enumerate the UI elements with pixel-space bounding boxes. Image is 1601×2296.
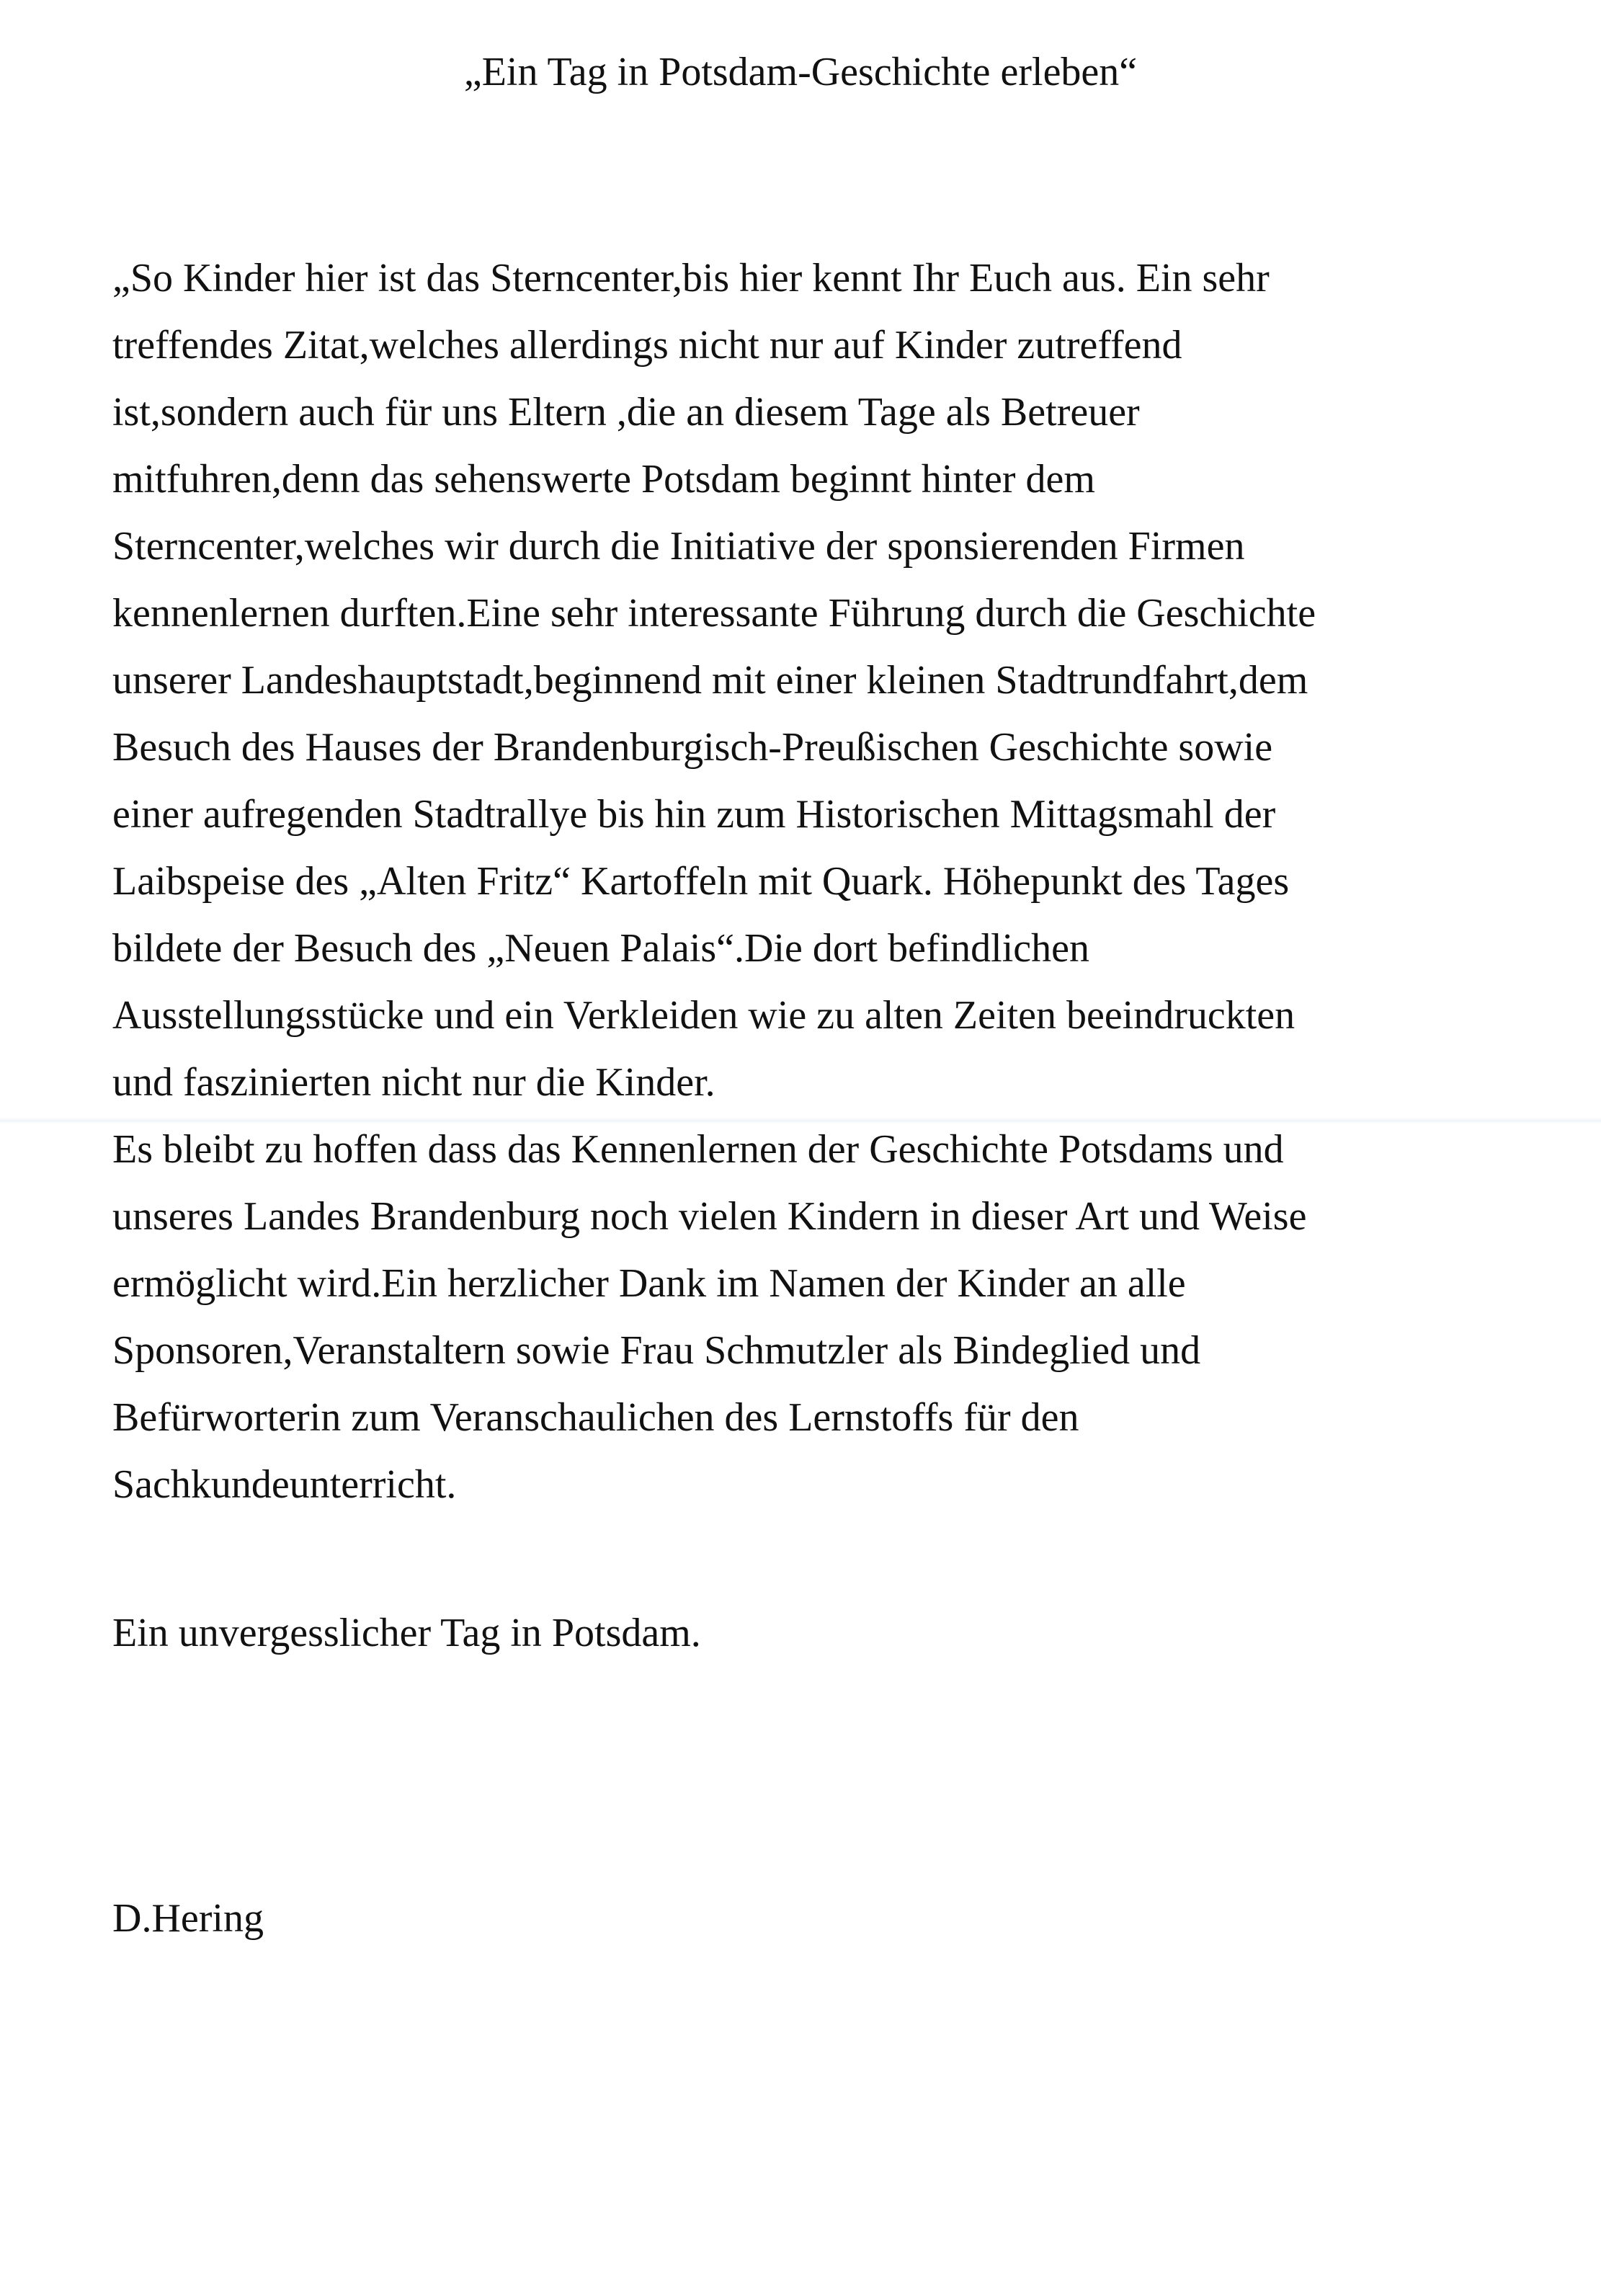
closing-line: Ein unvergesslicher Tag in Potsdam.: [112, 1611, 701, 1655]
body-line: Befürworterin zum Veranschaulichen des Lernstoffs für den: [112, 1395, 1079, 1440]
body-line: ist,sondern auch für uns Eltern ,die an diesem Tage als Betreuer: [112, 390, 1140, 435]
document-title: „Ein Tag in Potsdam-Geschichte erleben“: [463, 50, 1138, 94]
body-line: „So Kinder hier ist das Sterncenter,bis hier kennt Ihr Euch aus. Ein sehr: [112, 256, 1270, 301]
body-line: unseres Landes Brandenburg noch vielen Kindern in dieser Art und Weise: [112, 1194, 1307, 1239]
body-text: [112, 245, 1553, 1518]
body-line: unserer Landeshauptstadt,beginnend mit einer kleinen Stadtrundfahrt,dem: [112, 658, 1308, 703]
body-line: einer aufregenden Stadtrallye bis hin zum Historischen Mittagsmahl der: [112, 792, 1276, 837]
body-line: Sterncenter,welches wir durch die Initiative der sponsierenden Firmen: [112, 524, 1245, 569]
body-line: Sachkundeunterricht.: [112, 1462, 457, 1507]
body-line: und faszinierten nicht nur die Kinder.: [112, 1060, 715, 1105]
body-line: Ausstellungsstücke und ein Verkleiden wie zu alten Zeiten beeindruckten: [112, 993, 1295, 1038]
body-line: ermöglicht wird.Ein herzlicher Dank im Namen der Kinder an alle: [112, 1261, 1186, 1306]
body-line: Sponsoren,Veranstaltern sowie Frau Schmutzler als Bindeglied und: [112, 1328, 1201, 1373]
body-line: Besuch des Hauses der Brandenburgisch-Preußischen Geschichte sowie: [112, 725, 1273, 770]
body-line: treffendes Zitat,welches allerdings nicht nur auf Kinder zutreffend: [112, 323, 1182, 368]
signature: D.Hering: [112, 1896, 264, 1941]
body-line: bildete der Besuch des „Neuen Palais“.Die dort befindlichen: [112, 926, 1089, 971]
body-line: kennenlernen durften.Eine sehr interessante Führung durch die Geschichte: [112, 591, 1316, 636]
body-line: mitfuhren,denn das sehenswerte Potsdam beginnt hinter dem: [112, 457, 1095, 502]
body-line: Laibspeise des „Alten Fritz“ Kartoffeln mit Quark. Höhepunkt des Tages: [112, 859, 1290, 904]
body-line: Es bleibt zu hoffen dass das Kennenlernen der Geschichte Potsdams und: [112, 1127, 1284, 1172]
